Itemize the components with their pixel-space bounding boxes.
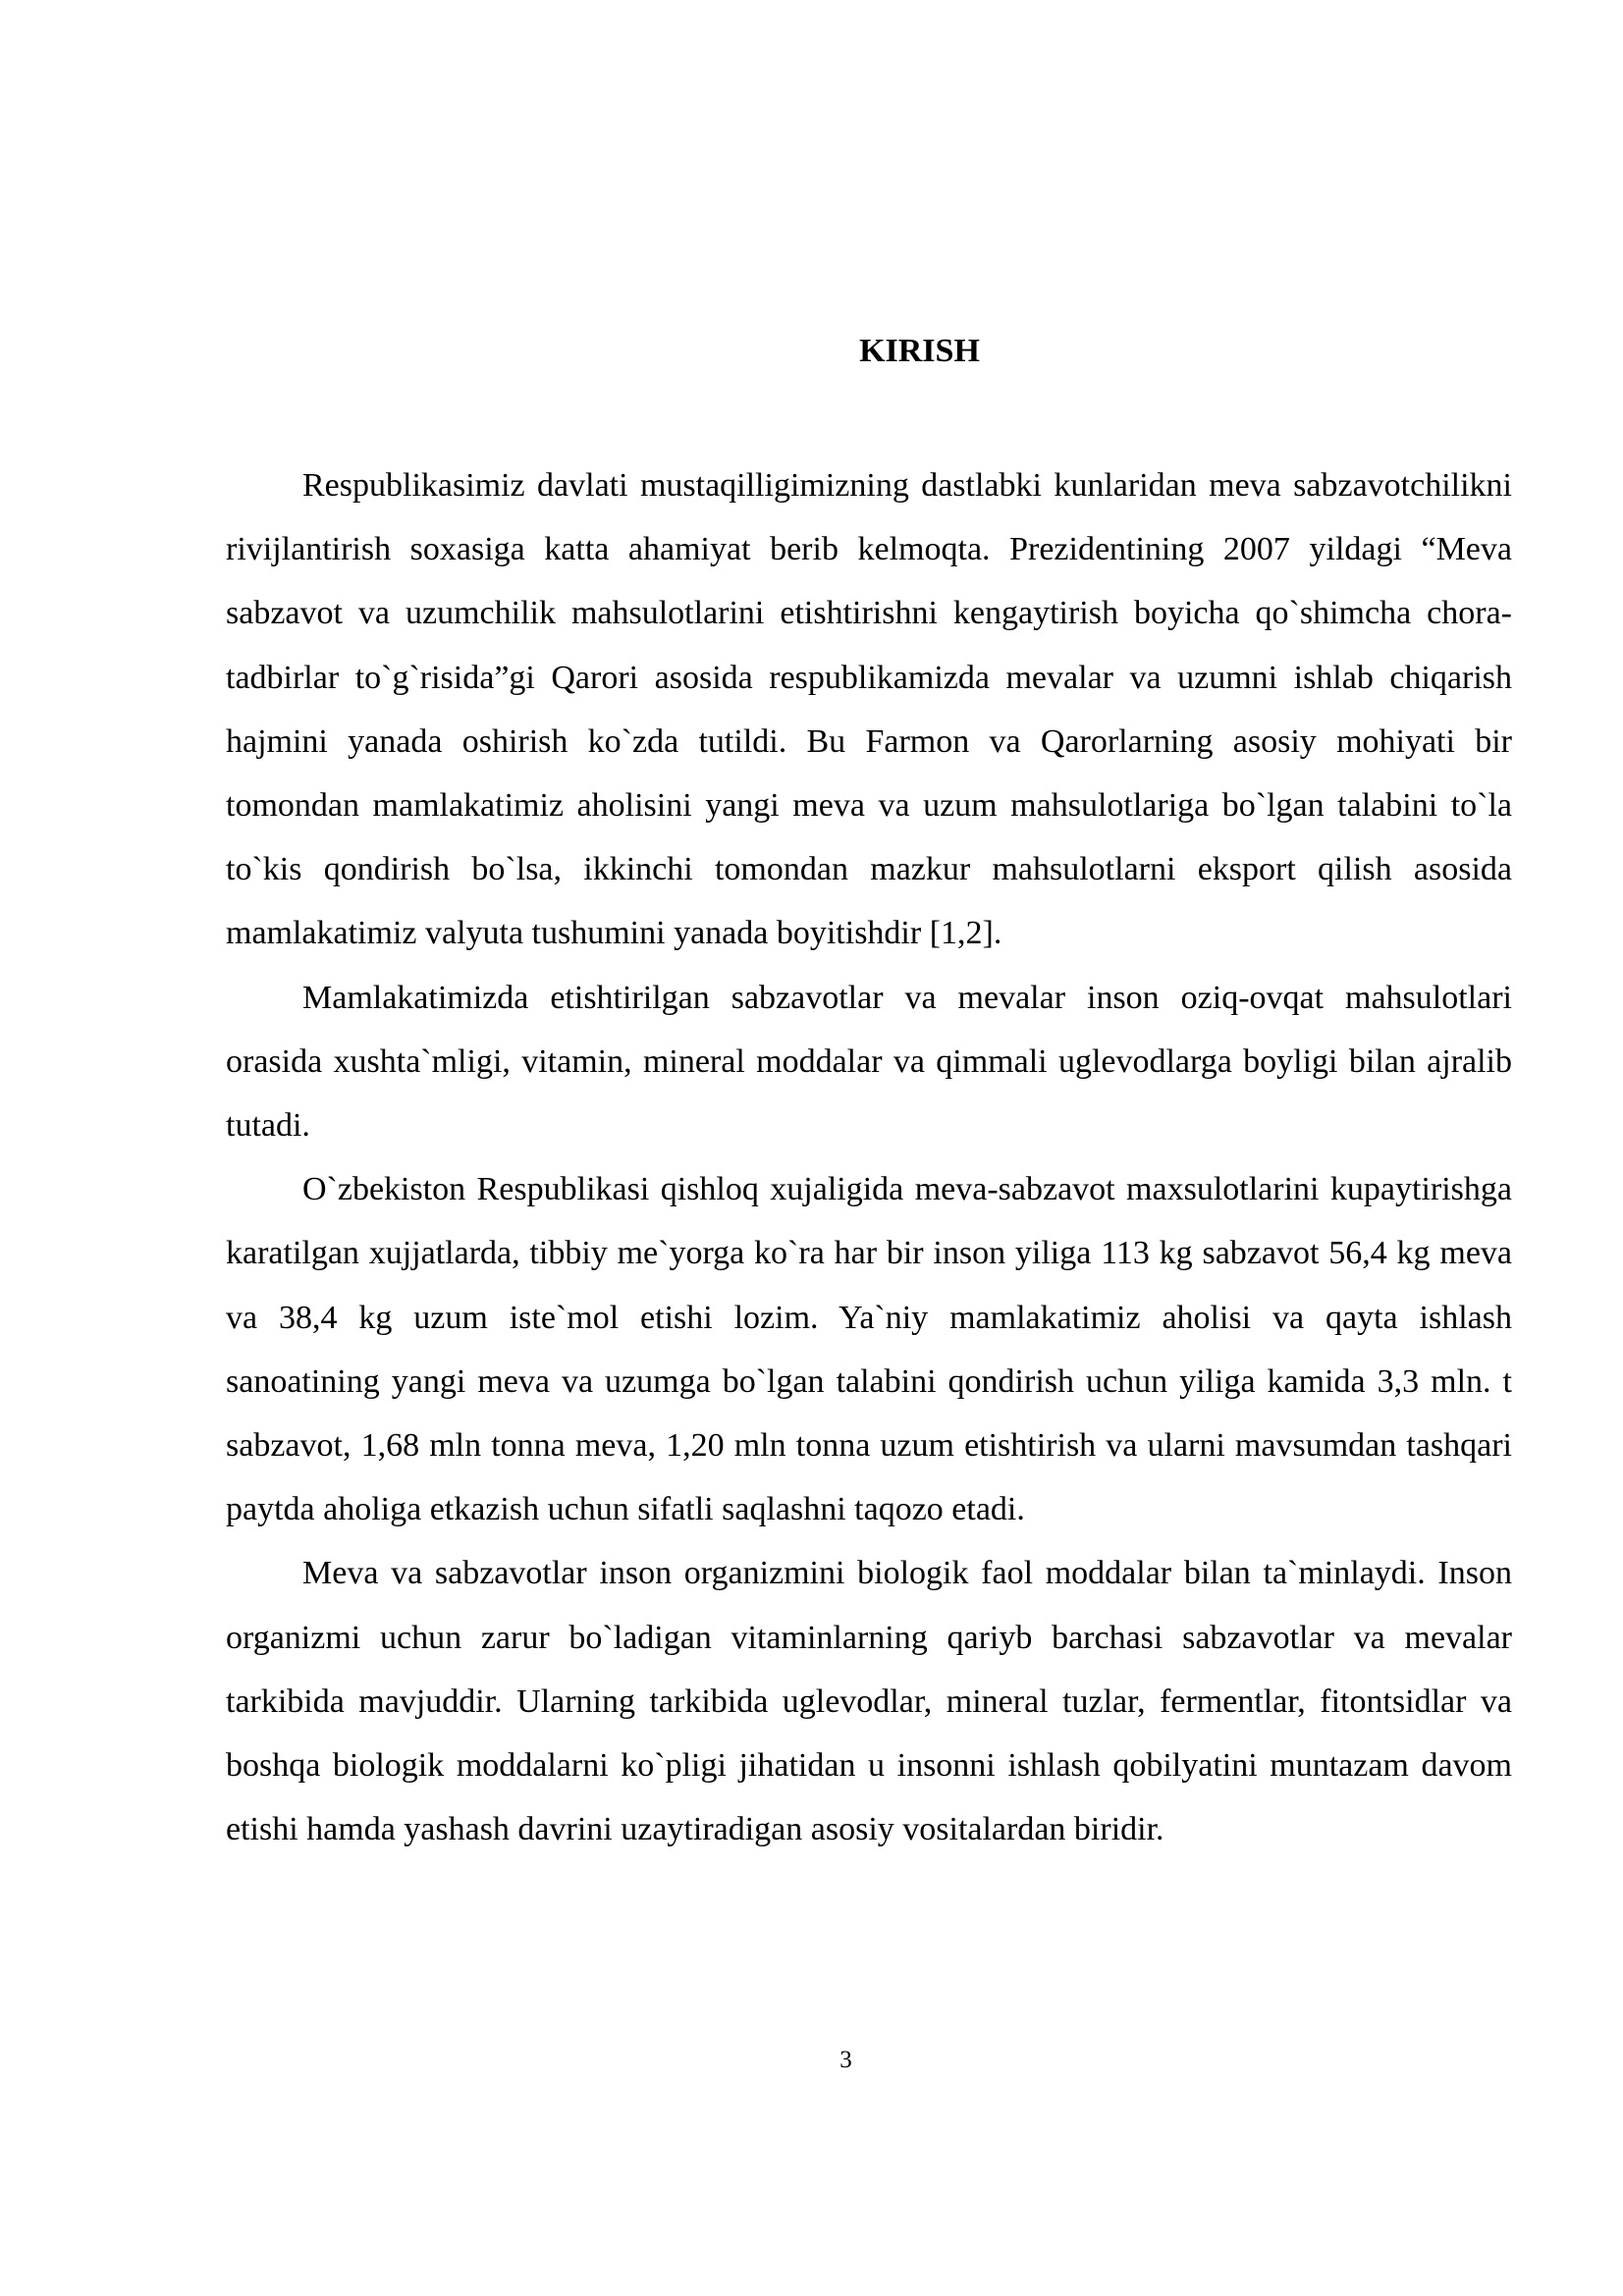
paragraph-3: O`zbekiston Respublikasi qishloq xujaligida meva-sabzavot maxsulotlarini kupaytirishga karatilgan xujjatlarda, tibbiy me`yorga ko`ra har bir inson yiliga 113 kg sabzavot 56,4 kg meva va 38,4 kg uzum iste`mol etishi lozim. Ya`niy mamlakatimiz aholisi va qayta ishlash sanoatining yangi meva va uzumga bo`lgan talabini qondirish uchun yiliga kamida 3,3 mln. t sabzavot, 1,68 mln tonna meva, 1,20 mln tonna uzum etishtirish va ularni mavsumdan tashqari paytda aholiga etkazish uchun sifatli saqlashni taqozo etadi. bbox=[226, 1171, 1512, 1528]
page-number: 3 bbox=[839, 2047, 852, 2073]
paragraph-4: Meva va sabzavotlar inson organizmini biologik faol moddalar bilan ta`minlaydi. Inson organizmi uchun zarur bo`ladigan vitaminlarning qariyb barchasi sabzavotlar va mevalar tarkibida mavjuddir. Ularning tarkibida uglevodlar, mineral tuzlar, fermentlar, fitontsidlar va boshqa biologik moddalarni ko`pligi jihatidan u insonni ishlash qobilyatini muntazam davom etishi hamda yashash davrini uzaytiradigan asosiy vositalardan biridir. bbox=[226, 1555, 1512, 1848]
paragraph-2: Mamlakatimizda etishtirilgan sabzavotlar va mevalar inson oziq-ovqat mahsulotlari orasida xushta`mligi, vitamin, mineral moddalar va qimmali uglevodlarga boyligi bilan ajralib tutadi. bbox=[226, 979, 1512, 1145]
page-title: KIRISH bbox=[859, 333, 980, 369]
document-body bbox=[226, 454, 1512, 1861]
paragraph-1: Respublikasimiz davlati mustaqilligimizning dastlabki kunlaridan meva sabzavotchilikni rivijlantirish soxasiga katta ahamiyat berib kelmoqta. Prezidentining 2007 yildagi “Meva sabzavot va uzumchilik mahsulotlarini etishtirishni kengaytirish boyicha qo`shimcha chora-tadbirlar to`g`risida”gi Qarori asosida respublikamizda mevalar va uzumni ishlab chiqarish hajmini yanada oshirish ko`zda tutildi. Bu Farmon va Qarorlarning asosiy mohiyati bir tomondan mamlakatimiz aholisini yangi meva va uzum mahsulotlariga bo`lgan talabini to`la to`kis qondirish bo`lsa, ikkinchi tomondan mazkur mahsulotlarni eksport qilish asosida mamlakatimiz valyuta tushumini yanada boyitishdir [1,2]. bbox=[226, 467, 1512, 952]
